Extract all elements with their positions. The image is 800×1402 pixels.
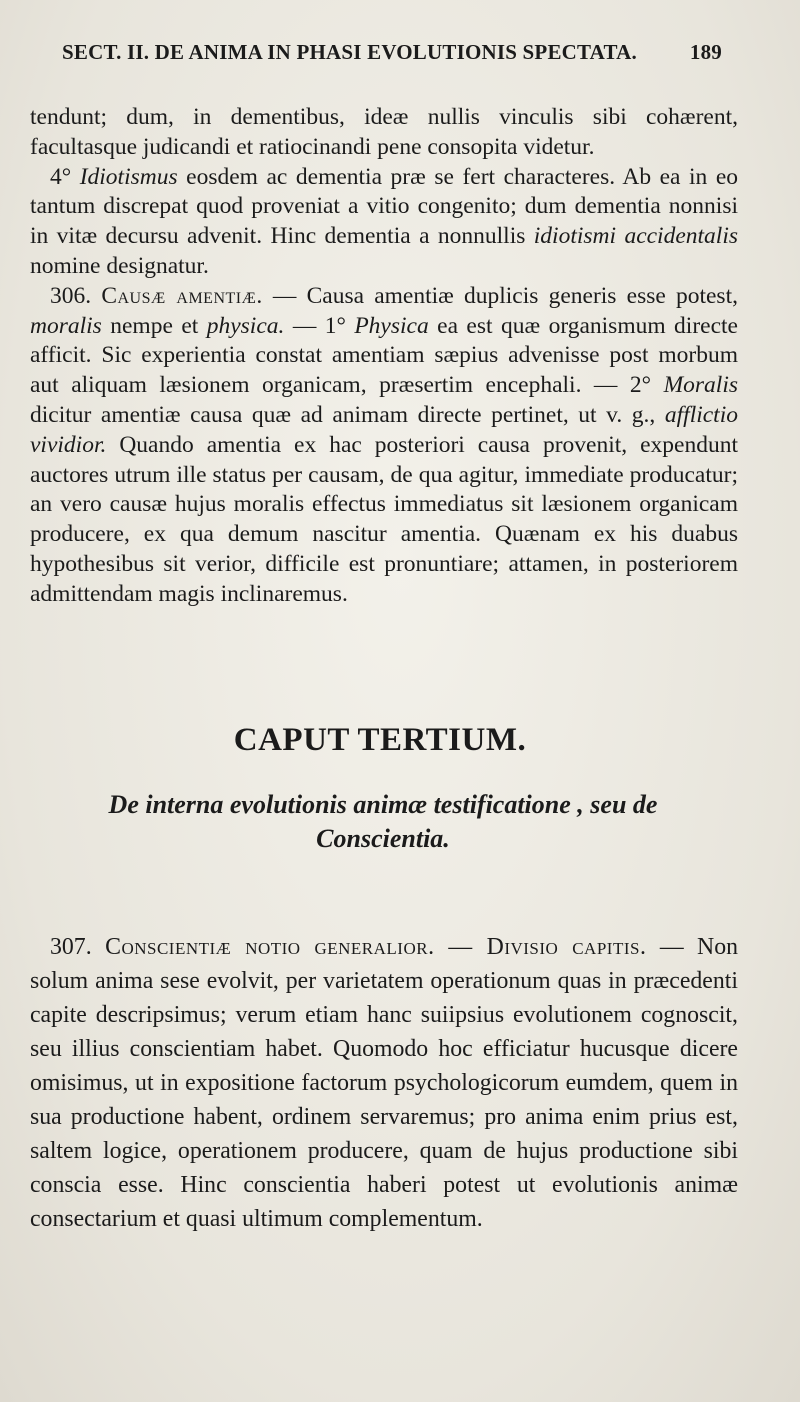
section-number: 307. <box>50 934 92 960</box>
section-heading: Causæ amentiæ. <box>101 282 263 309</box>
term-physica: physica. <box>206 312 285 339</box>
section-heading: Conscientiæ notio generalior. — Divisio capitis. <box>105 934 647 960</box>
term-physica: Physica <box>354 312 429 339</box>
paragraph-text: — Non solum anima sese evolvit, per varietatem operationum quas in præcedenti capite descripsimus; verum etiam hanc suiipsius evolutionem cognoscit, seu illius conscientiam habet. Quomodo hoc efficiatur hucusque dicere omisimus, ut in expositione factorum psychologicorum eumdem, quem in sua productione habent, ordinem servaremus; pro anima enim prius est, saltem logice, operationem producere, quam de hujus productione sibi conscia esse. Hinc conscientia haberi potest ut evolutionis animæ consectarium et quasi ultimum complementum. <box>30 934 739 1232</box>
paragraph-text: ea est quæ organismum directe afficit. Sic experientia constat amentiam sæpius advenisse post morbum aut aliquam læsionem organicam, præsertim encephali. — 2° <box>30 312 738 399</box>
page-number: 189 <box>689 40 722 64</box>
paragraph-307 <box>30 930 738 1236</box>
top-text-block <box>30 103 738 610</box>
section-number: 306. <box>50 282 92 309</box>
running-title: SECT. II. DE ANIMA IN PHASI EVOLUTIONIS SPECTATA. <box>62 40 637 64</box>
paragraph-text: — 1° <box>284 312 355 339</box>
paragraph-text: nempe et <box>101 312 207 339</box>
chapter-subtitle <box>30 788 736 856</box>
bottom-text-block <box>30 930 738 1236</box>
paragraph-idiotismus <box>30 163 738 282</box>
paragraph-continuation: tendunt; dum, in dementibus, ideæ nullis vinculis sibi cohærent, facultasque judicandi et ratiocinandi pene consopita videtur. <box>30 104 738 160</box>
paragraph-306 <box>30 282 738 610</box>
term-idiotismi-accidentalis: idiotismi accidentalis <box>533 223 738 250</box>
paragraph-text: dicitur amentiæ causa quæ ad animam directe pertinet, ut v. g., <box>30 401 665 428</box>
subtitle-line: Conscientia. <box>316 824 450 853</box>
subtitle-line: De interna evolutionis animæ testificatione , seu de <box>108 790 658 819</box>
chapter-title: CAPUT TERTIUM. <box>233 722 527 758</box>
paragraph-text: Quando amentia ex hac posteriori causa provenit, expendunt auctores utrum ille status per causam, de qua agitur, immediate producatur; an vero causæ hujus moralis effectus immediatus sit læsionem organicam producere, ex qua demum nascitur amentia. Quænam ex his duabus hypothesibus sit verior, difficile est pronuntiare; attamen, in posteriorem admittendam magis inclinaremus. <box>30 431 738 607</box>
paragraph-text: — Causa amentiæ duplicis generis esse potest, <box>262 282 738 309</box>
term-idiotismus: Idiotismus <box>79 163 178 190</box>
running-head <box>62 40 722 65</box>
term-moralis: moralis <box>30 312 102 339</box>
term-moralis: Moralis <box>663 372 738 399</box>
paragraph-text: nomine designatur. <box>30 252 209 279</box>
item-number: 4° <box>50 163 72 190</box>
paragraph-text: eosdem ac dementia præ se fert characteres. Ab ea in eo tantum discrepat quod proveniat a vitio congenito; dum dementia nonnisi in vitæ decursu advenit. Hinc dementia a nonnullis <box>30 163 739 250</box>
term-afflictio: afflictio vividior. <box>30 401 738 458</box>
